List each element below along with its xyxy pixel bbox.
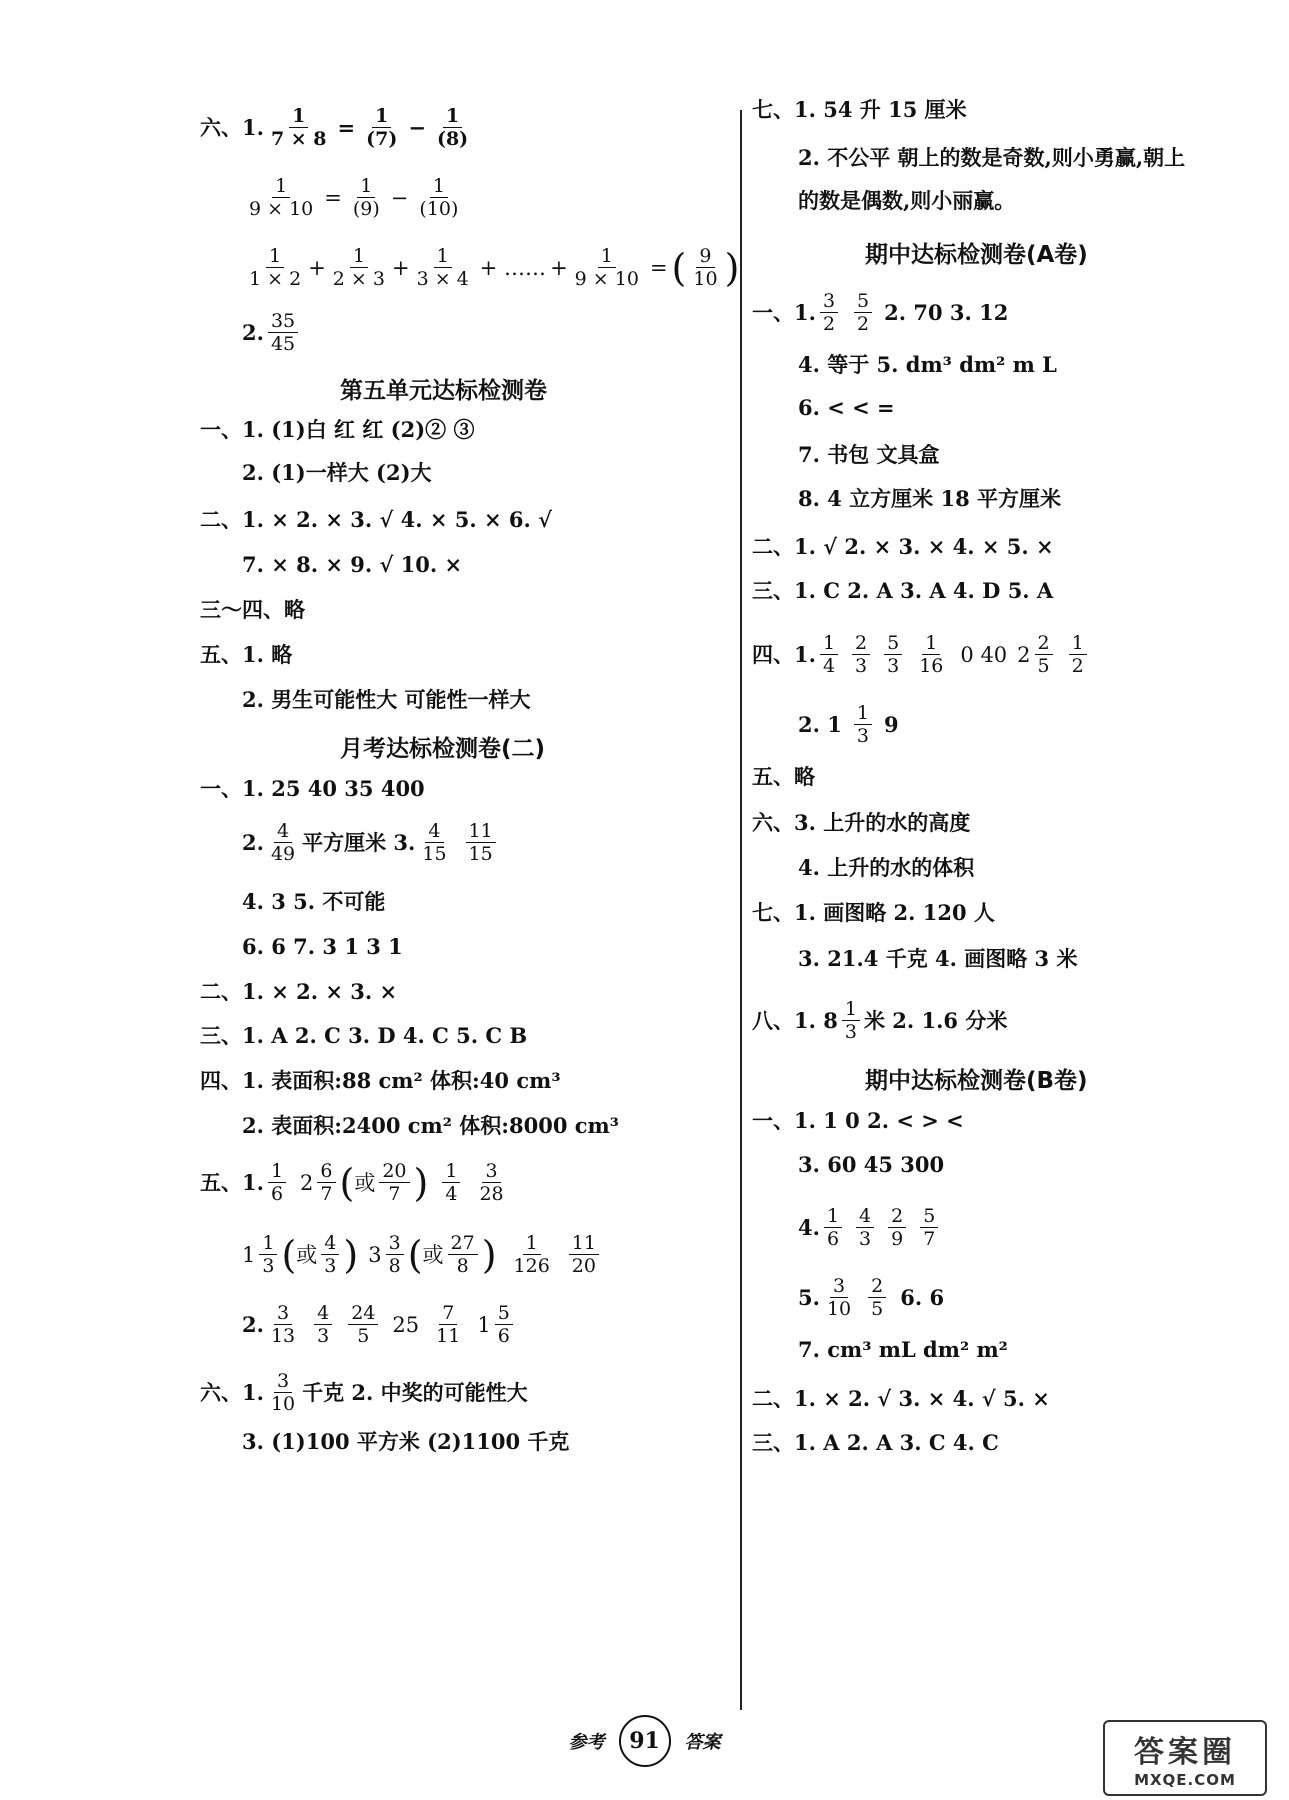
denominator: 9 × 10 <box>574 268 639 290</box>
numerator: 1 <box>842 998 860 1021</box>
answer-label: 5. <box>798 1284 820 1310</box>
answer-line <box>242 310 302 355</box>
answer-line: 1 $\frac{1}{3}$ ( 或 $\frac{4}{3}$ ) 3 $\frac{3}{8}$ ( 或 $\frac{27}{8}$ ) $\frac{1}{126}$ $\frac{11}{20}$ <box>242 1232 603 1277</box>
denominator: 5 <box>1037 655 1050 677</box>
fraction <box>852 632 870 677</box>
denominator: (8) <box>436 128 469 150</box>
fraction <box>268 105 330 150</box>
numerator: 7 <box>439 1302 457 1325</box>
numerator: 1 <box>820 632 838 655</box>
section-heading: 第五单元达标检测卷 <box>340 378 547 404</box>
numerator: 3 <box>274 1370 292 1393</box>
section-heading: 期中达标检测卷(A卷) <box>865 242 1088 268</box>
numerator: 4 <box>314 1302 332 1325</box>
answer-text: 平方厘米 3. <box>302 829 416 855</box>
answer-line: $\frac{1}{9 \times 10}$ = $\frac{1}{(9)}$ − $\frac{1}{(10)}$ <box>242 175 465 220</box>
numerator: 27 <box>448 1232 478 1255</box>
denominator: 3 <box>324 1255 337 1277</box>
numerator: 1 <box>854 702 872 725</box>
whole-number: 2 <box>300 1170 314 1195</box>
numerator: 6 <box>317 1160 335 1183</box>
numerator: 1 <box>357 175 375 198</box>
denominator: 15 <box>422 843 447 865</box>
answer-line: 七、1. 画图略 2. 120 人 <box>752 900 995 925</box>
answer-label: 五、1. <box>200 1169 264 1195</box>
denominator: 2 <box>822 313 836 335</box>
answer-line: 的数是偶数,则小丽赢。 <box>798 188 1016 213</box>
fraction <box>330 245 388 290</box>
footer-label-right: 答案 <box>684 1732 721 1753</box>
denominator: 8 <box>388 1255 401 1277</box>
fraction <box>824 1275 854 1320</box>
denominator: 11 <box>436 1325 461 1347</box>
answer-line: 4. 等于 5. dm³ dm² m L <box>798 352 1057 377</box>
answer-line: 五、1. 略 <box>200 642 293 667</box>
fraction <box>920 1205 938 1250</box>
answer-line: 2. (1)一样大 (2)大 <box>242 460 432 485</box>
answer-label: 六、1. <box>200 114 264 140</box>
denominator: 10 <box>826 1298 852 1320</box>
fraction <box>1035 632 1053 677</box>
fraction <box>868 1275 886 1320</box>
answer-line: 6. 6 7. 3 1 3 1 <box>242 934 403 959</box>
denominator: 20 <box>571 1255 596 1277</box>
numerator: 1 <box>259 1232 277 1255</box>
answer-line <box>752 632 1091 677</box>
numerator: 11 <box>569 1232 599 1255</box>
answer-line: 7. 书包 文具盒 <box>798 442 940 467</box>
answer-value: 9 <box>883 711 899 737</box>
fraction <box>433 1302 463 1347</box>
fraction <box>246 175 316 220</box>
fraction <box>419 820 449 865</box>
denominator: 45 <box>270 333 296 355</box>
fraction <box>268 1302 298 1347</box>
column-divider <box>740 110 742 1710</box>
or-label: 或 <box>422 1242 444 1267</box>
fraction <box>820 290 838 335</box>
numerator: 2 <box>852 632 870 655</box>
answer-line <box>200 1370 528 1415</box>
fraction <box>414 245 472 290</box>
denominator: 5 <box>871 1298 884 1320</box>
whole-number: 1 <box>242 1242 256 1267</box>
answer-label: 一、1. <box>752 299 816 325</box>
fraction <box>824 1205 842 1250</box>
answer-line: 3. 60 45 300 <box>798 1152 945 1177</box>
fraction <box>916 632 946 677</box>
answer-line: 三、1. C 2. A 3. A 4. D 5. A <box>752 578 1054 603</box>
fraction <box>495 1302 513 1347</box>
answer-line: 一、1. (1)白 红 红 (2)② ③ <box>200 417 475 442</box>
answer-line: 五、略 <box>752 764 815 789</box>
answer-line: 六、3. 上升的水的高度 <box>752 810 971 835</box>
numerator: 1 <box>598 245 616 268</box>
whole-number: 1 <box>477 1312 491 1337</box>
answer-line: 4. 3 5. 不可能 <box>242 889 386 914</box>
fraction <box>268 1160 286 1205</box>
fraction <box>321 1232 339 1277</box>
fraction <box>434 105 471 150</box>
denominator: 7 <box>923 1228 936 1250</box>
numerator: 4 <box>274 820 292 843</box>
denominator: 13 <box>270 1325 296 1347</box>
answer-line: 2. 表面积:2400 cm² 体积:8000 cm³ <box>242 1113 619 1138</box>
numerator: 4 <box>425 820 443 843</box>
denominator: 8 <box>456 1255 469 1277</box>
numerator: 4 <box>856 1205 874 1228</box>
denominator: 28 <box>479 1183 504 1205</box>
fraction <box>386 1232 404 1277</box>
fraction <box>854 290 872 335</box>
answer-text: 2. 70 3. 12 <box>884 299 1009 325</box>
numerator: 1 <box>272 175 290 198</box>
or-label: 或 <box>354 1170 376 1195</box>
numerator: 20 <box>379 1160 409 1183</box>
denominator: 7 × 8 <box>270 128 327 150</box>
answer-line: 二、1. √ 2. × 3. × 4. × 5. × <box>752 534 1054 559</box>
denominator: (7) <box>366 128 398 150</box>
answer-line: 二、1. × 2. × 3. × <box>200 979 398 1004</box>
fraction <box>1069 632 1087 677</box>
numerator: 2 <box>1035 632 1053 655</box>
denominator: 3 <box>887 655 900 677</box>
answer-label: 六、1. <box>200 1379 264 1405</box>
denominator: 49 <box>270 843 296 865</box>
denominator: 6 <box>497 1325 510 1347</box>
denominator: (10) <box>419 198 459 220</box>
numerator: 1 <box>350 245 368 268</box>
fraction <box>511 1232 553 1277</box>
denominator: 5 <box>357 1325 370 1347</box>
numerator: 1 <box>443 105 462 128</box>
fraction <box>448 1232 478 1277</box>
answer-line <box>752 998 1007 1043</box>
answer-line: 2. 不公平 朝上的数是奇数,则小勇赢,朝上 <box>798 145 1186 170</box>
answer-line: 三、1. A 2. A 3. C 4. C <box>752 1430 999 1455</box>
denominator: 6 <box>826 1228 840 1250</box>
denominator: 9 × 10 <box>249 198 314 220</box>
denominator: 3 <box>844 1021 857 1043</box>
answer-line: 8. 4 立方厘米 18 平方厘米 <box>798 486 1062 511</box>
fraction <box>690 245 720 290</box>
answer-line: 七、1. 54 升 15 厘米 <box>752 97 967 122</box>
answer-label: 四、1. <box>752 641 816 667</box>
fraction <box>476 1160 506 1205</box>
numerator: 4 <box>321 1232 339 1255</box>
whole-number: 3 <box>368 1242 382 1267</box>
answer-text: 千克 2. 中奖的可能性大 <box>302 1379 528 1405</box>
denominator: 3 <box>317 1325 330 1347</box>
denominator: 2 <box>1071 655 1084 677</box>
answer-line: 2. 男生可能性大 可能性一样大 <box>242 687 531 712</box>
answer-value: 0 40 <box>960 642 1008 667</box>
numerator: 1 <box>434 245 452 268</box>
section-heading: 期中达标检测卷(B卷) <box>865 1068 1088 1094</box>
answer-line <box>798 1205 942 1250</box>
ellipsis: + …… <box>479 255 547 280</box>
answer-text: 米 2. 1.6 分米 <box>863 1007 1008 1033</box>
answer-line <box>798 702 899 747</box>
fraction <box>268 1370 298 1415</box>
numerator: 35 <box>268 310 298 333</box>
answer-line: 3. 21.4 千克 4. 画图略 3 米 <box>798 946 1078 971</box>
numerator: 3 <box>386 1232 404 1255</box>
answer-line: 二、1. × 2. × 3. √ 4. × 5. × 6. √ <box>200 507 552 532</box>
answer-line: 六、1. $\frac{1}{7 \times 8}$ = $\frac{1}{(7)}$ − $\frac{1}{(8)}$ <box>200 105 475 150</box>
numerator: 1 <box>1069 632 1087 655</box>
answer-label: 八、1. 8 <box>752 1007 838 1033</box>
denominator: (9) <box>352 198 380 220</box>
numerator: 3 <box>820 290 838 313</box>
numerator: 5 <box>854 290 872 313</box>
fraction <box>379 1160 409 1205</box>
fraction <box>416 175 461 220</box>
answer-line: 五、1. $\frac{1}{6}$ 2 $\frac{6}{7}$ ( 或 $\frac{20}{7}$ ) $\frac{1}{4}$ $\frac{3}{28}$ <box>200 1160 511 1205</box>
numerator: 2 <box>868 1275 886 1298</box>
answer-line: 6. < < = <box>798 395 895 420</box>
answer-line: 三～四、略 <box>200 597 305 622</box>
watermark-logo <box>1103 1720 1267 1796</box>
denominator: 3 <box>262 1255 275 1277</box>
answer-line: 4. 上升的水的体积 <box>798 855 975 880</box>
numerator: 5 <box>495 1302 513 1325</box>
fraction <box>246 245 304 290</box>
answer-label: 2. <box>242 319 264 345</box>
fraction <box>842 998 860 1043</box>
fraction <box>856 1205 874 1250</box>
fraction <box>268 820 298 865</box>
page-footer <box>0 1715 1289 1767</box>
denominator: 126 <box>513 1255 550 1277</box>
fraction <box>572 245 642 290</box>
numerator: 2 <box>888 1205 906 1228</box>
fraction <box>350 175 383 220</box>
fraction <box>314 1302 332 1347</box>
numerator: 3 <box>482 1160 500 1183</box>
numerator: 1 <box>430 175 448 198</box>
answer-line: 7. cm³ mL dm² m² <box>798 1337 1008 1362</box>
numerator: 1 <box>922 632 940 655</box>
fraction <box>466 820 496 865</box>
fraction <box>820 632 838 677</box>
numerator: 5 <box>884 632 902 655</box>
fraction <box>884 632 902 677</box>
answer-line: 3. (1)100 平方米 (2)1100 千克 <box>242 1429 570 1454</box>
numerator: 1 <box>372 105 391 128</box>
denominator: 10 <box>693 268 718 290</box>
answer-label: 2. <box>242 1311 264 1337</box>
fraction <box>317 1160 335 1205</box>
footer-label-left: 参考 <box>568 1732 605 1753</box>
answer-line <box>242 820 500 865</box>
watermark-url: MXQE.COM <box>1134 1771 1236 1789</box>
section-heading: 月考达标检测卷(二) <box>340 736 546 762</box>
denominator: 7 <box>388 1183 401 1205</box>
or-label: 或 <box>296 1242 318 1267</box>
page-number: 91 <box>619 1715 671 1767</box>
answer-label: 2. 1 <box>798 711 842 737</box>
numerator: 1 <box>442 1160 460 1183</box>
answer-line: 二、1. × 2. √ 3. × 4. √ 5. × <box>752 1386 1050 1411</box>
fraction <box>268 310 298 355</box>
numerator: 1 <box>824 1205 842 1228</box>
answer-line: 7. × 8. × 9. √ 10. × <box>242 552 463 577</box>
whole-number: 2 <box>1017 642 1031 667</box>
answer-line: 四、1. 表面积:88 cm² 体积:40 cm³ <box>200 1068 561 1093</box>
numerator: 24 <box>348 1302 378 1325</box>
denominator: 9 <box>891 1228 904 1250</box>
fraction <box>363 105 400 150</box>
denominator: 10 <box>270 1393 296 1415</box>
answer-line <box>242 1302 517 1347</box>
denominator: 4 <box>822 655 836 677</box>
denominator: 3 × 4 <box>416 268 469 290</box>
denominator: 7 <box>320 1183 333 1205</box>
denominator: 1 × 2 <box>249 268 302 290</box>
denominator: 3 <box>856 725 869 747</box>
answer-text: 6. 6 <box>900 1284 945 1310</box>
numerator: 1 <box>289 105 308 128</box>
numerator: 1 <box>268 1160 286 1183</box>
fraction <box>442 1160 460 1205</box>
answer-line: 一、1. 25 40 35 400 <box>200 776 425 801</box>
denominator: 3 <box>859 1228 872 1250</box>
numerator: 9 <box>696 245 714 268</box>
numerator: 3 <box>274 1302 292 1325</box>
denominator: 15 <box>468 843 493 865</box>
watermark-title: 答案圈 <box>1134 1735 1236 1770</box>
answer-value: 25 <box>392 1312 420 1337</box>
fraction <box>569 1232 599 1277</box>
denominator: 16 <box>919 655 944 677</box>
denominator: 4 <box>445 1183 458 1205</box>
numerator: 1 <box>523 1232 541 1255</box>
answer-line <box>798 1275 944 1320</box>
fraction <box>888 1205 906 1250</box>
fraction <box>259 1232 277 1277</box>
answer-line: 三、1. A 2. C 3. D 4. C 5. C B <box>200 1023 528 1048</box>
answer-label: 2. <box>242 829 264 855</box>
numerator: 5 <box>920 1205 938 1228</box>
numerator: 3 <box>830 1275 848 1298</box>
denominator: 6 <box>270 1183 284 1205</box>
denominator: 2 <box>857 313 870 335</box>
answer-line: $\frac{1}{1 \times 2}$ + $\frac{1}{2 \times 3}$ + $\frac{1}{3 \times 4}$ + …… + $\frac{1}{9 \times 10}$ = ( $\frac{9}{10}$ ) <box>242 245 739 290</box>
answer-line <box>752 290 1008 335</box>
numerator: 1 <box>266 245 284 268</box>
answer-line: 一、1. 1 0 2. < > < <box>752 1108 964 1133</box>
fraction <box>348 1302 378 1347</box>
answer-label: 4. <box>798 1214 820 1240</box>
fraction <box>854 702 872 747</box>
numerator: 11 <box>466 820 496 843</box>
denominator: 3 <box>855 655 868 677</box>
denominator: 2 × 3 <box>332 268 385 290</box>
